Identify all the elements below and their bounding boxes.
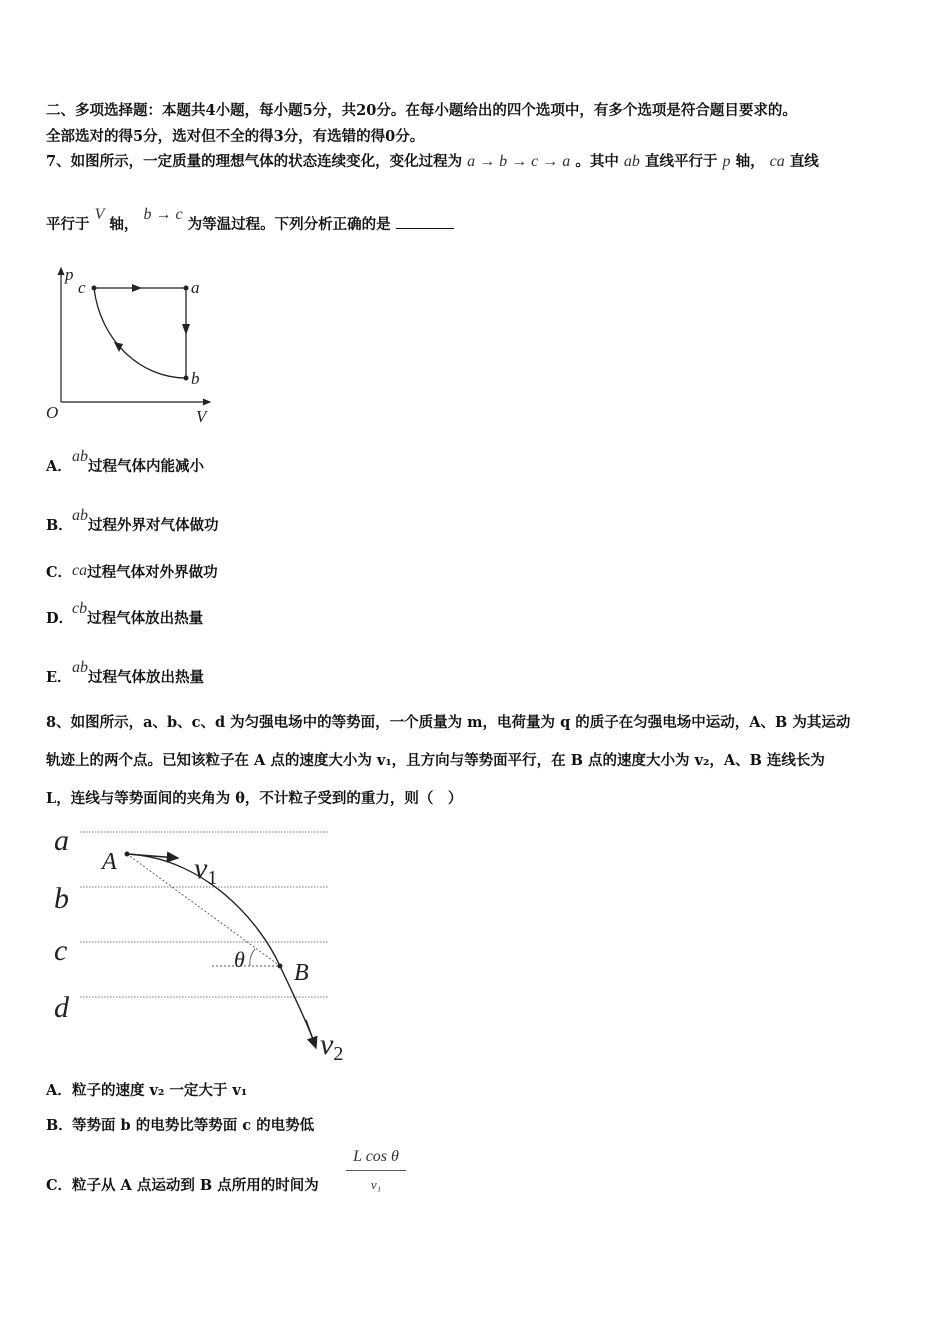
- point-B: [278, 964, 283, 969]
- option-text: 粒子从 A 点运动到 B 点所用的时间为: [72, 1177, 319, 1194]
- trajectory: [127, 854, 314, 1042]
- q7-stem-c: 直线平行于: [644, 153, 718, 170]
- point-b: [184, 376, 189, 381]
- option-text: 粒子的速度 v₂ 一定大于 v₁: [72, 1082, 248, 1099]
- q7-stem-b: 。其中: [575, 153, 619, 170]
- fraction-numerator: L cos θ: [346, 1148, 406, 1171]
- q8-stem-line1: 8、如图所示，a、b、c、d 为匀强电场中的等势面，一个质量为 m，电荷量为 q 的质子在匀强电场中运动，A、B 为其运动: [46, 714, 851, 731]
- option-key: D．: [46, 610, 74, 627]
- label-a: a: [191, 278, 200, 297]
- time-fraction: [346, 1148, 406, 1193]
- ca-arrow: [132, 284, 142, 292]
- option-symbol: cb: [72, 600, 88, 617]
- option-key: B．: [46, 517, 73, 534]
- q7-V: V: [94, 206, 105, 223]
- fraction-denominator: v₁: [370, 1177, 382, 1192]
- q7-stem-a: 7、如图所示，一定质量的理想气体的状态连续变化，变化过程为: [46, 153, 463, 170]
- field-diagram: [44, 820, 354, 1065]
- q7-option-e: [46, 659, 204, 688]
- option-key: C．: [46, 1177, 73, 1194]
- q7-stem-line1: [46, 152, 819, 172]
- q7-stem-line2: [46, 206, 454, 235]
- label-a: a: [54, 824, 69, 857]
- label-A: A: [102, 849, 117, 875]
- q7-bc: b → c: [143, 206, 183, 223]
- option-text: 过程气体放出热量: [87, 610, 204, 627]
- v1-subscript: 1: [207, 867, 218, 889]
- q7-ab: ab: [623, 153, 640, 170]
- option-symbol: ca: [72, 562, 88, 579]
- label-p: p: [65, 265, 74, 284]
- q7-option-b: [46, 507, 219, 536]
- v2-symbol: v: [320, 1028, 334, 1061]
- label-c: c: [78, 278, 86, 297]
- option-symbol: ab: [72, 507, 88, 524]
- label-B: B: [294, 960, 309, 986]
- section-title: 二、多项选择题：本题共4小题，每小题5分，共20分。在每小题给出的四个选项中，有多个选项是符合题目要求的。: [46, 102, 797, 119]
- v2-subscript: 2: [333, 1043, 344, 1065]
- bc-curve: [94, 288, 186, 378]
- label-c: c: [54, 934, 68, 967]
- q7-option-d: [46, 600, 204, 629]
- label-d: d: [54, 991, 69, 1024]
- q8-option-c: [46, 1176, 319, 1196]
- option-text: 过程气体内能减小: [88, 458, 204, 475]
- q7-p: p: [722, 153, 731, 170]
- point-c: [92, 286, 97, 291]
- answer-blank: [396, 214, 454, 229]
- q7-stem-d: 轴，: [735, 153, 765, 170]
- q7-process: a → b → c → a: [467, 153, 571, 170]
- option-text: 过程气体对外界做功: [87, 564, 218, 581]
- option-text: 等势面 b 的电势比等势面 c 的电势低: [72, 1117, 315, 1134]
- pv-diagram: [40, 260, 230, 430]
- ab-arrow: [182, 324, 190, 335]
- theta-arc: [250, 949, 255, 966]
- option-key: C．: [46, 564, 73, 581]
- q7-ca: ca: [769, 153, 785, 170]
- label-theta: θ: [234, 947, 245, 972]
- option-key: A．: [46, 1082, 72, 1099]
- option-symbol: ab: [72, 659, 88, 676]
- q7-stem-h: 为等温过程。下列分析正确的是: [187, 216, 391, 233]
- option-text: 过程外界对气体做功: [88, 517, 219, 534]
- label-v1: [194, 852, 217, 889]
- option-symbol: ab: [72, 448, 88, 465]
- section-rule: 全部选对的得5分，选对但不全的得3分，有选错的得0分。: [46, 128, 425, 145]
- q8-stem-line2: 轨迹上的两个点。已知该粒子在 A 点的速度大小为 v₁，且方向与等势面平行，在 B 点的速度大小为 v₂，A、B 连线长为: [46, 752, 825, 769]
- option-key: A．: [46, 458, 72, 475]
- bc-arrow: [114, 342, 123, 352]
- label-o: O: [46, 403, 59, 422]
- label-v2: [320, 1028, 343, 1065]
- q7-stem-g: 轴，: [109, 216, 139, 233]
- q8-option-b: [46, 1116, 314, 1136]
- q7-stem-f: 平行于: [46, 216, 90, 233]
- q8-stem-line3: L，连线与等势面间的夹角为 θ，不计粒子受到的重力，则（ ）: [46, 790, 463, 807]
- label-v: V: [196, 407, 207, 426]
- q8-option-a: [46, 1081, 247, 1101]
- v1-symbol: v: [194, 852, 208, 885]
- point-A: [125, 852, 130, 857]
- q7-option-a: [46, 448, 204, 477]
- v2-arrow: [306, 1020, 316, 1048]
- point-a: [184, 286, 189, 291]
- option-key: E．: [46, 669, 72, 686]
- q7-option-c: [46, 563, 218, 583]
- option-key: B．: [46, 1117, 73, 1134]
- option-text: 过程气体放出热量: [88, 669, 204, 686]
- q7-stem-e: 直线: [789, 153, 819, 170]
- label-b: b: [191, 369, 200, 388]
- label-b: b: [54, 882, 69, 915]
